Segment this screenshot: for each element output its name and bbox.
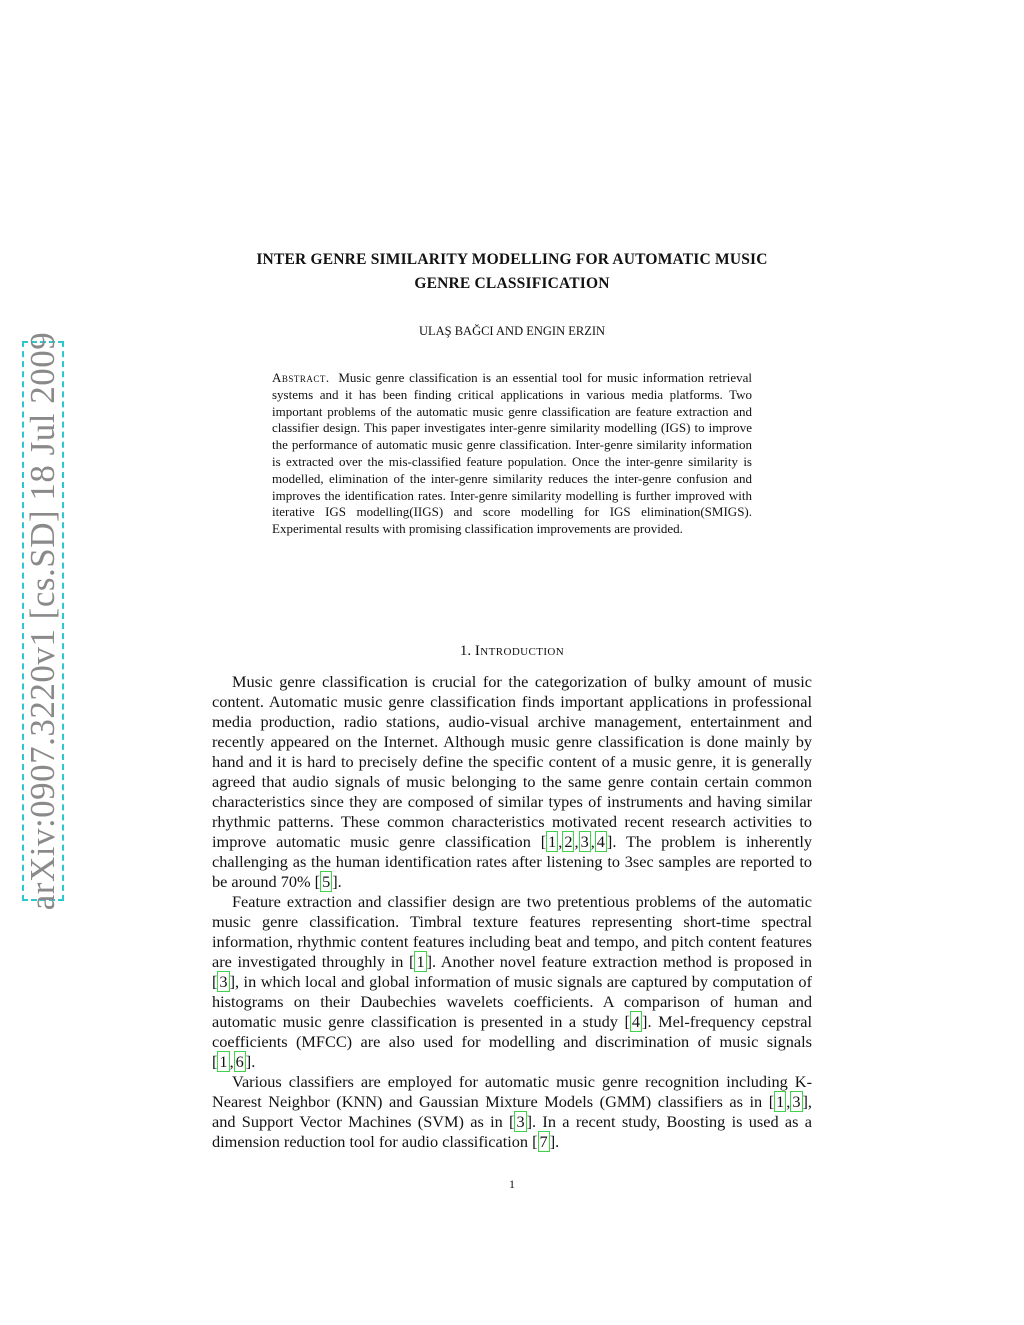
citation-link[interactable]: 1 — [416, 952, 425, 971]
text: ]. In a recent study, Boosting is used as a dimension reduction tool for audio classification [ — [212, 1112, 812, 1151]
text: Music genre classification is crucial for the categorization of bulky amount of music content. Automatic music genre classification finds important applications in professional media production, radio stations, audio-visual archive management, entertainment and recently appeared on the Internet. Although music genre classification is done mainly by hand and it is hard to precisely define the specific content of a music genre, it is generally agreed that audio signals of music belonging to the same genre contain certain common characteristics since they are composed of similar types of instruments and having similar rhythmic patterns. These common characteristics motivated recent research activities to improve automatic music genre classification [ — [212, 672, 812, 851]
paragraph-3: Various classifiers are employed for automatic music genre recognition including K-Nearest Neighbor (KNN) and Gaussian Mixture Models (GMM) classifiers as in [ 1 , 3 ], and Support Vector Machines (SVM) as in [ 3 ]. In a recent study, Boosting is used as a dimension reduction tool for audio classification [ 7 ]. — [212, 1072, 812, 1151]
citation-link[interactable]: 3 — [219, 972, 228, 991]
citation-link[interactable]: 2 — [564, 832, 573, 851]
title-line-1: INTER GENRE SIMILARITY MODELLING FOR AUTOMATIC MUSIC — [256, 251, 768, 268]
citation-link[interactable]: 5 — [322, 872, 331, 891]
citation-link[interactable]: 3 — [580, 832, 589, 851]
paper-title — [200, 248, 824, 296]
abstract — [272, 370, 752, 538]
authors: ULAŞ BAĞCI AND ENGIN ERZIN — [418, 324, 606, 338]
section-heading — [200, 643, 824, 660]
arxiv-identifier: arXiv:0907.3220v1 [cs.SD] 18 Jul 2009 — [23, 331, 62, 911]
citation-link[interactable]: 4 — [596, 832, 605, 851]
citation-link[interactable]: 3 — [792, 1092, 801, 1111]
text: ]. Mel-frequency cepstral coefficients (MFCC) are also used for modelling and discrimination of music signals [ — [212, 1012, 812, 1071]
arxiv-stamp[interactable] — [22, 331, 64, 911]
text: ]. The problem is inherently challenging as the human identification rates after listening to 3sec samples are reported to be around 70% [ — [212, 832, 812, 891]
citation-link[interactable]: 3 — [516, 1112, 525, 1131]
text: Various classifiers are employed for automatic music genre recognition including K-Nearest Neighbor (KNN) and Gaussian Mixture Models (GMM) classifiers as in [ — [212, 1072, 812, 1111]
abstract-text: Music genre classification is an essential tool for music information retrieval systems and it has been finding critical applications in various media platforms. Two important problems of the automatic music genre classification are feature extraction and classifier design. This paper investigates inter-genre similarity modelling (IGS) to improve the performance of automatic music genre classification. Inter-genre similarity information is extracted over the mis-classified feature population. Once the inter-genre similarity is modelled, elimination of the inter-genre similarity reduces the inter-genre confusion and improves the identification rates. Inter-genre similarity modelling is further improved with iterative IGS modelling(IIGS) and score modelling for IGS elimination(SMIGS). Experimental results with promising classification improvements are provided. — [272, 370, 752, 537]
text: Feature extraction and classifier design are two pretentious problems of the automatic music genre classification. Timbral texture features representing short-time spectral information, rhythmic content features including beat and tempo, and pitch content features are investigated throughly in [ — [212, 892, 812, 971]
citation-link[interactable]: 6 — [235, 1052, 244, 1071]
page-number: 1 — [509, 1177, 515, 1191]
text: ], and Support Vector Machines (SVM) as in [ — [212, 1092, 812, 1131]
citation-link[interactable]: 1 — [776, 1092, 785, 1111]
citation-link[interactable]: 7 — [539, 1132, 548, 1151]
citation-link[interactable]: 1 — [219, 1052, 228, 1071]
paragraph-2: Feature extraction and classifier design are two pretentious problems of the automatic music genre classification. Timbral texture features representing short-time spectral information, rhythmic content features including beat and tempo, and pitch content features are investigated throughly in [ 1 ]. Another novel feature extraction method is proposed in [ 3 ], in which local and global information of music signals are captured by computation of histograms on their Daubechies wavelets coefficients. A comparison of human and automatic music genre classification is presented in a study [ 4 ]. Mel-frequency cepstral coefficients (MFCC) are also used for modelling and discrimination of music signals [ 1 , 6 ]. — [212, 892, 812, 1071]
citation-link[interactable]: 1 — [548, 832, 557, 851]
section-number: 1. — [459, 643, 472, 659]
abstract-label: Abstract. — [272, 370, 330, 385]
text: ], in which local and global information of music signals are captured by computation of histograms on their Daubechies wavelets coefficients. A comparison of human and automatic music genre classification is presented in a study [ — [212, 972, 812, 1031]
text: ]. Another novel feature extraction method is proposed in [ — [212, 952, 812, 991]
body-text — [212, 672, 812, 1152]
text: ]. — [245, 1052, 256, 1071]
citation-link[interactable]: 4 — [631, 1012, 641, 1031]
paragraph-1: Music genre classification is crucial for the categorization of bulky amount of music content. Automatic music genre classification finds important applications in professional media production, radio stations, audio-visual archive management, entertainment and recently appeared on the Internet. Although music genre classification is done mainly by hand and it is hard to precisely define the specific content of a music genre, it is generally agreed that audio signals of music belonging to the same genre contain certain common characteristics since they are composed of similar types of instruments and having similar rhythmic patterns. These common characteristics motivated recent research activities to improve automatic music genre classification [ 1 , 2 , 3 , 4 ]. The problem is inherently challenging as the human identification rates after listening to 3sec samples are reported to be around 70% [ 5 ]. — [212, 672, 812, 891]
text: ]. — [549, 1132, 560, 1151]
section-title: Introduction — [474, 643, 565, 659]
text: ]. — [332, 872, 342, 891]
title-line-2: GENRE CLASSIFICATION — [414, 275, 610, 292]
